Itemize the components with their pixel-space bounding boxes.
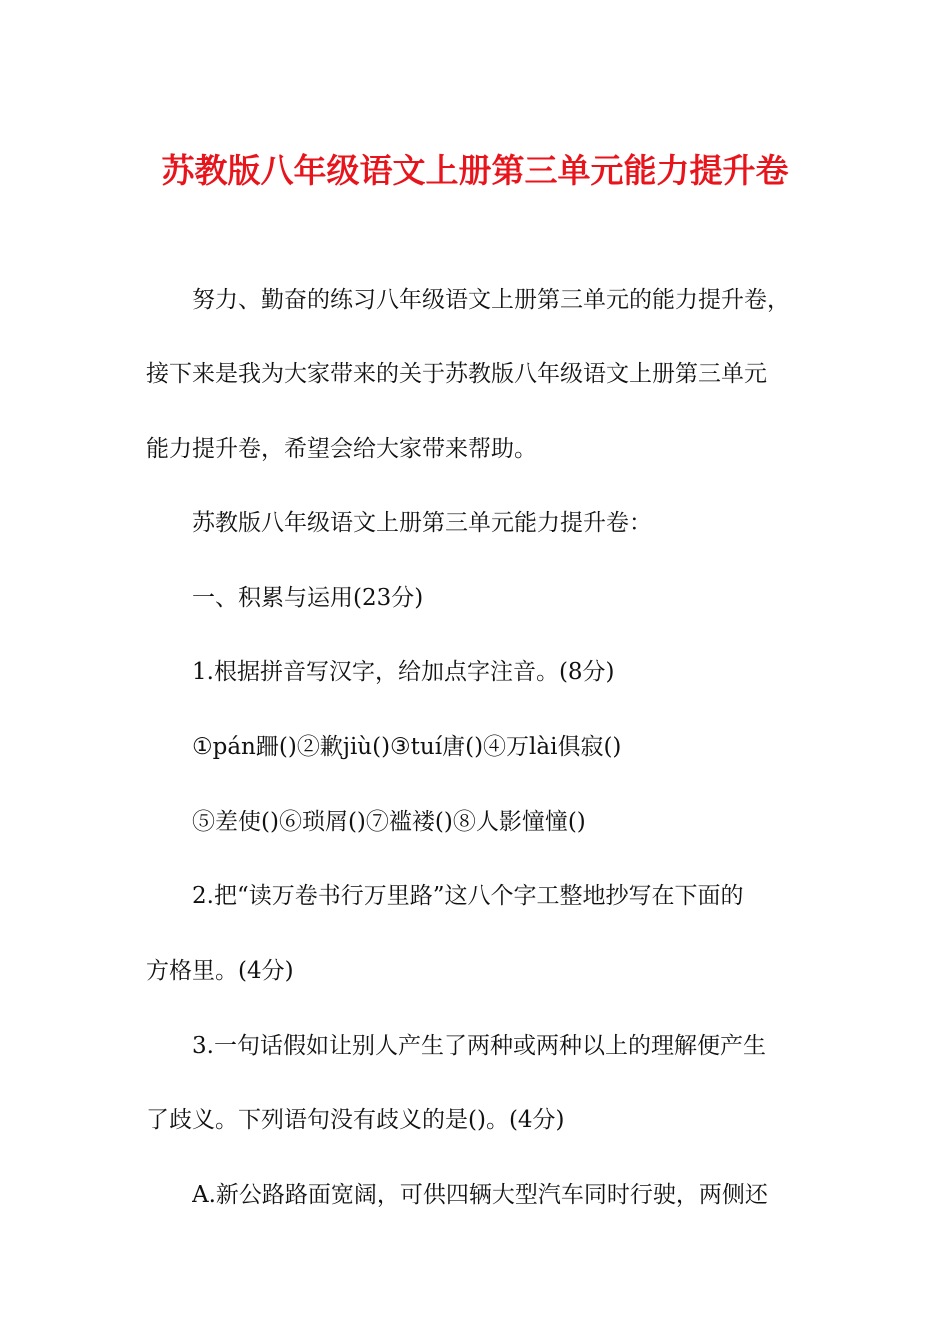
question-line: ①pán跚()②歉jiù()③tuí唐()④万lài俱寂() [192,734,622,760]
paragraph-line: 接下来是我为大家带来的关于苏教版八年级语文上册第三单元 [146,361,767,387]
question-line: 方格里。(4分) [146,958,294,984]
paragraph-line: 努力、勤奋的练习八年级语文上册第三单元的能力提升卷， [192,287,790,313]
question-line: A.新公路路面宽阔，可供四辆大型汽车同时行驶，两侧还 [192,1182,768,1208]
question-line: 1.根据拼音写汉字，给加点字注音。(8分) [192,659,615,685]
paragraph-line: 能力提升卷，希望会给大家带来帮助。 [146,436,537,462]
document-title: 苏教版八年级语文上册第三单元能力提升卷 [161,151,789,190]
section-heading: 一、积累与运用(23分) [192,585,424,611]
question-line: 2.把“读万卷书行万里路”这八个字工整地抄写在下面的 [192,883,744,909]
question-line: ⑤差使()⑥琐屑()⑦褴褛()⑧人影憧憧() [192,809,586,835]
question-line: 了歧义。下列语句没有歧义的是()。(4分) [146,1107,565,1133]
paragraph-line: 苏教版八年级语文上册第三单元能力提升卷： [192,510,652,536]
question-line: 3.一句话假如让别人产生了两种或两种以上的理解便产生 [192,1033,766,1059]
